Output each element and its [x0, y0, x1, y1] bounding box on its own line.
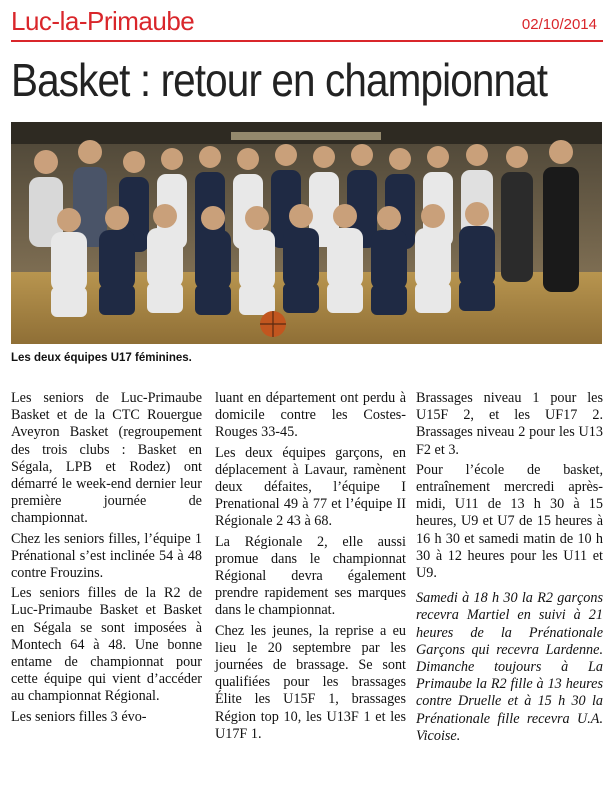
publication-date: 02/10/2014 — [521, 16, 597, 33]
paragraph: La Régionale 2, elle aussi promue dans le championnat Régional devra également prendre rapidement ses marques dans le championnat. — [215, 533, 406, 619]
paragraph: Pour l’école de basket, entraînement mercredi après-midi, U11 de 13 h 30 à 15 heures, U9 et U7 de 15 heures à 16 h 30 et samedi matin de 10 h 30 à 12 heures pour les U11 et U9. — [416, 461, 603, 582]
schedule-note: Samedi à 18 h 30 la R2 garçons recevra Martiel en suivi à 21 heures de la Prénationale Garçons qui recevra Lardenne. Dimanche toujours à La Primaube la R2 fille à 13 heures contre Druelle et à 15 h 30 la Prénationale fille recevra U.A. Vicoise. — [416, 590, 603, 744]
article-title: Basket : retour en championnat — [11, 54, 548, 106]
header-rule — [11, 40, 603, 42]
article-column-3 — [416, 390, 603, 748]
photo-caption: Les deux équipes U17 féminines. — [11, 352, 192, 364]
paragraph: Les seniors de Luc-Primaube Basket et de la CTC Rouergue Aveyron Basket (regroupement des trois clubs : Basket en Ségala, LPB et Rodez) ont démarré le week-end dernier leur première journée de championnat. — [11, 390, 202, 527]
team-photo — [11, 122, 602, 344]
paragraph: Brassages niveau 1 pour les U15F 2, et les UF17 2. Brassages niveau 2 pour les U13 F2 et 3. — [416, 390, 603, 458]
paragraph: luant en département ont perdu à domicile contre les Costes-Rouges 33-45. — [215, 390, 406, 441]
paragraph: Chez les seniors filles, l’équipe 1 Prénational s’est inclinée 54 à 48 contre Frouzins. — [11, 530, 202, 582]
page-header — [0, 0, 611, 46]
article-body — [11, 390, 603, 795]
paragraph: Les seniors filles 3 évo- — [11, 708, 147, 725]
paragraph: Les deux équipes garçons, en déplacement à Lavaur, ramènent deux défaites, l’équipe I Prenational 49 à 77 et l’équipe II Régionale 2 43 à 68. — [215, 444, 406, 530]
article-column-2 — [215, 390, 406, 746]
section-place: Luc-la-Primaube — [11, 6, 195, 36]
team-photo-illustration — [11, 122, 602, 344]
paragraph: Chez les jeunes, la reprise a eu lieu le 20 septembre par les journées de brassage. Se sont qualifiées pour les brassages Élite les U15F 1, brassages Région top 10, les U13F 1 et les U17F 1. — [215, 622, 406, 742]
paragraph: Les seniors filles de la R2 de Luc-Primaube Basket et Basket en Ségala se sont imposées à Montech 64 à 48. Une bonne entame de championnat pour cette équipe qui vient d’accéder au championnat Régional. — [11, 585, 202, 705]
article-column-1 — [11, 390, 202, 729]
